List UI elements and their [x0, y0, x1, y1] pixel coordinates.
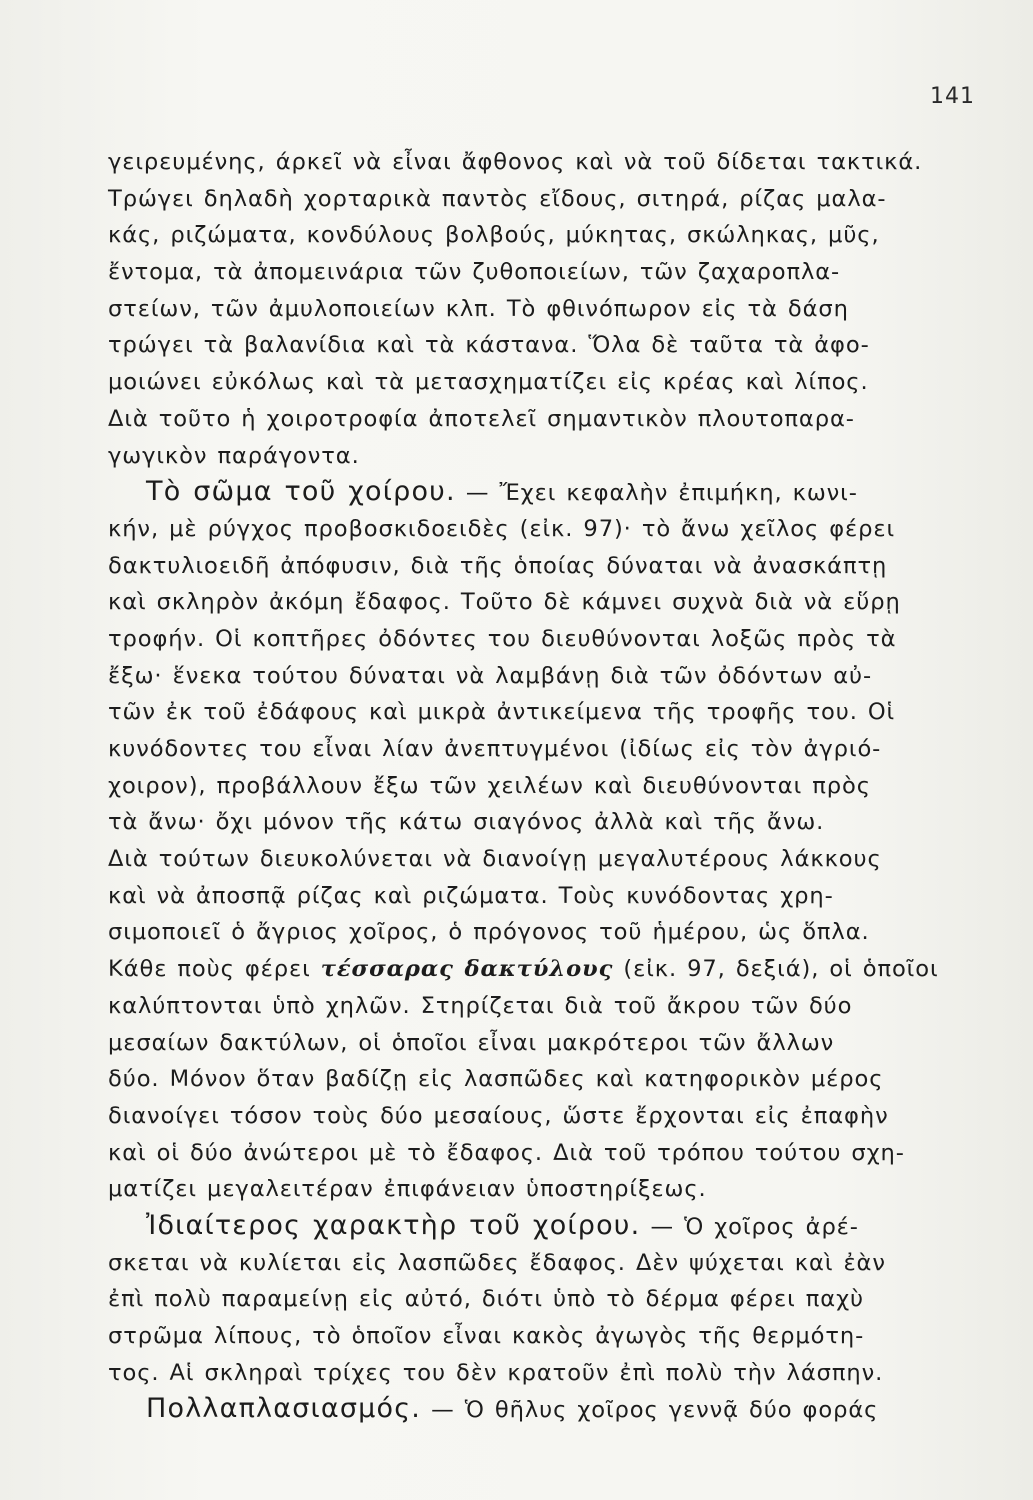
section-heading: Πολλαπλασιασμός.	[146, 1393, 422, 1425]
text-line: σκεται νὰ κυλίεται εἰς λασπῶδες ἔδαφος. Δὲν ψύχεται καὶ ἐὰν	[108, 1249, 886, 1276]
text-line: κάς, ριζώματα, κονδύλους βολβούς, μύκητας, σκώληκας, μῦς,	[108, 222, 880, 249]
text-line: στρῶμα λίπους, τὸ ὁποῖον εἶναι κακὸς ἀγωγὸς τῆς θερμότη-	[108, 1323, 865, 1349]
text-line: τρώγει τὰ βαλανίδια καὶ τὰ κάστανα. Ὅλα δὲ ταῦτα τὰ ἀφο-	[108, 332, 870, 359]
text-line: ἔντομα, τὰ ἀπομεινάρια τῶν ζυθοποιείων, τῶν ζαχαροπλα-	[108, 259, 841, 286]
section-line-reproduction	[108, 1391, 970, 1428]
text-line: Διὰ τοῦτο ἡ χοιροτροφία ἀποτελεῖ σημαντικὸν πλουτοπαρα-	[108, 405, 855, 432]
text-run: — Ὁ χοῖρος ἀρέ-	[640, 1213, 859, 1240]
text-line: καὶ σκληρὸν ἀκόμη ἔδαφος. Τοῦτο δὲ κάμνει συχνὰ διὰ νὰ εὕρῃ	[108, 589, 901, 616]
text-run: — Ὁ θῆλυς χοῖρος γεννᾷ δύο φοράς	[421, 1397, 879, 1424]
text-line: Διὰ τούτων διευκολύνεται νὰ διανοίγῃ μεγαλυτέρους λάκκους	[108, 846, 882, 873]
page-number: 141	[930, 84, 975, 109]
section-heading: Ἰδιαίτερος χαρακτὴρ τοῦ χοίρου.	[146, 1209, 641, 1241]
text-line: καὶ νὰ ἀποσπᾷ ρίζας καὶ ριζώματα. Τοὺς κυνόδοντας χρη-	[108, 882, 834, 909]
text-line: κήν, μὲ ρύγχος προβοσκιδοειδὲς (εἰκ. 97)· τὸ ἄνω χεῖλος φέρει	[108, 515, 896, 542]
text-line: γειρευμένης, άρκεῖ νὰ εἶναι ἄφθονος καὶ νὰ τοῦ δίδεται τακτικά.	[108, 149, 923, 175]
text-line: διανοίγει τόσον τοὺς δύο μεσαίους, ὥστε ἔρχονται εἰς ἐπαφὴν	[108, 1102, 889, 1129]
text-line: ματίζει μεγαλειτέραν ἐπιφάνειαν ὑποστηρίξεως.	[108, 1176, 707, 1203]
text-run: (εἰκ. 97, δεξιά), οἱ ὁποῖοι	[613, 956, 939, 983]
text-line: δύο. Μόνον ὅταν βαδίζῃ εἰς λασπῶδες καὶ κατηφορικὸν μέρος	[108, 1066, 884, 1093]
text-line: σιμοποιεῖ ὁ ἄγριος χοῖρος, ὁ πρόγονος τοῦ ἡμέρου, ὡς ὅπλα.	[108, 919, 870, 946]
emphasized-phrase: τέσσαρας δακτύλους	[320, 956, 614, 983]
section-line-body-of-pig	[108, 474, 970, 511]
text-line: τος. Αἱ σκληραὶ τρίχες του δὲν κρατοῦν ἐπὶ πολὺ τὴν λάσπην.	[108, 1359, 884, 1386]
text-line: τροφήν. Οἱ κοπτῆρες ὀδόντες του διευθύνονται λοξῶς πρὸς τὰ	[108, 625, 897, 652]
text-line: καὶ οἱ δύο ἀνώτεροι μὲ τὸ ἔδαφος. Διὰ τοῦ τρόπου τούτου σχη-	[108, 1139, 905, 1166]
body-text	[108, 144, 970, 1428]
section-line-character	[108, 1208, 970, 1245]
text-line: ἐπὶ πολὺ παραμείνῃ εἰς αὐτό, διότι ὑπὸ τὸ δέρμα φέρει παχὺ	[108, 1286, 864, 1313]
text-line: τῶν ἐκ τοῦ ἐδάφους καὶ μικρὰ ἀντικείμενα τῆς τροφῆς του. Οἱ	[108, 699, 896, 726]
text-run: Κάθε ποὺς φέρει	[108, 956, 321, 983]
text-line: στείων, τῶν ἀμυλοποιείων κλπ. Τὸ φθινόπωρον εἰς τὰ δάση	[108, 295, 849, 322]
text-line: δακτυλιοειδῆ ἀπόφυσιν, διὰ τῆς ὁποίας δύναται νὰ ἀνασκάπτῃ	[108, 552, 888, 579]
text-line: Τρώγει δηλαδὴ χορταρικὰ παντὸς εἴδους, σιτηρά, ρίζας μαλα-	[108, 185, 887, 212]
text-line: χοιρον), προβάλλουν ἔξω τῶν χειλέων καὶ διευθύνονται πρὸς	[108, 772, 871, 799]
text-line: κυνόδοντες του εἶναι λίαν ἀνεπτυγμένοι (ἰδίως εἰς τὸν ἀγριό-	[108, 736, 882, 762]
text-line-emphasis	[108, 951, 970, 988]
text-run: — Ἔχει κεφαλὴν ἐπιμήκη, κωνι-	[455, 480, 858, 507]
text-line: μοιώνει εὐκόλως καὶ τὰ μετασχηματίζει εἰς κρέας καὶ λίπος.	[108, 369, 869, 396]
section-heading: Τὸ σῶμα τοῦ χοίρου.	[146, 476, 456, 508]
text-line: τὰ ἄνω· ὄχι μόνον τῆς κάτω σιαγόνος ἀλλὰ καὶ τῆς ἄνω.	[108, 809, 825, 836]
text-line: γωγικὸν παράγοντα.	[108, 442, 360, 469]
text-line: ἔξω· ἕνεκα τούτου δύναται νὰ λαμβάνῃ διὰ τῶν ὀδόντων αὐ-	[108, 662, 873, 689]
text-line: καλύπτονται ὑπὸ χηλῶν. Στηρίζεται διὰ τοῦ ἄκρου τῶν δύο	[108, 992, 853, 1019]
text-line: μεσαίων δακτύλων, οἱ ὁποῖοι εἶναι μακρότεροι τῶν ἄλλων	[108, 1029, 835, 1056]
